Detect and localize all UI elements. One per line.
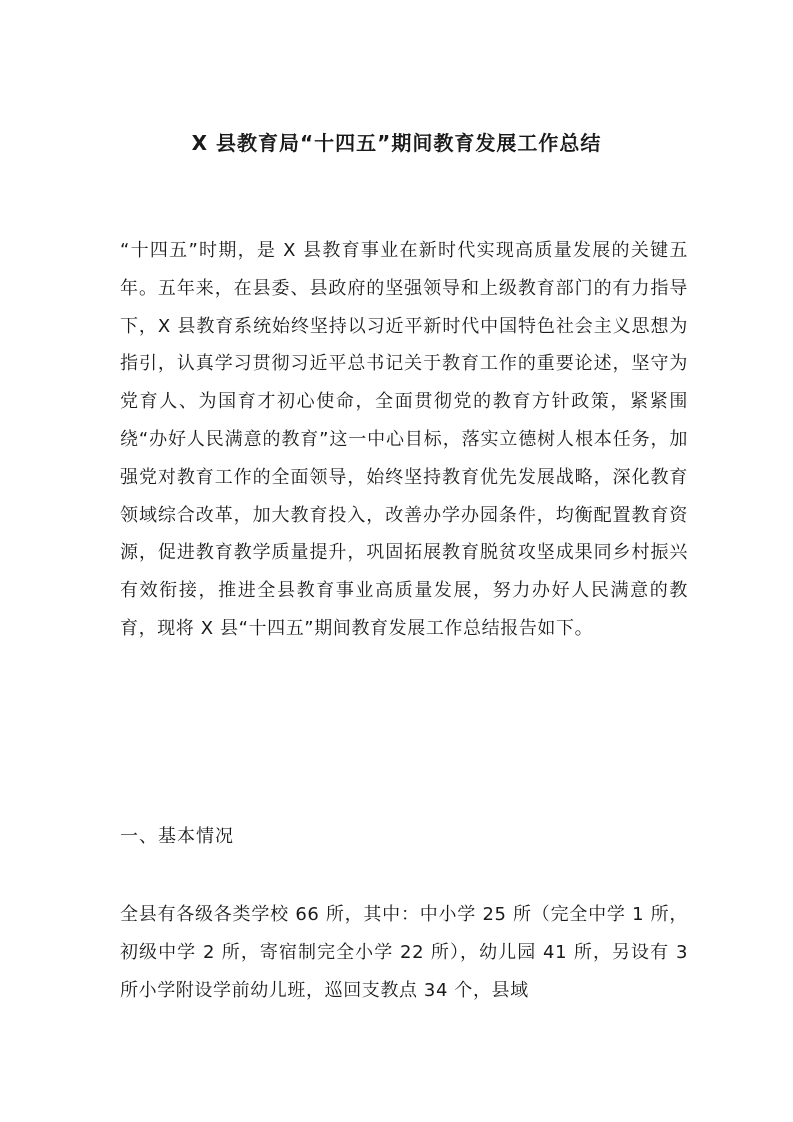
intro-paragraph: “十四五”时期，是 X 县教育事业在新时代实现高质量发展的关键五年。五年来，在县委、县政府的坚强领导和上级教育部门的有力指导下，X 县教育系统始终坚持以习近平新时代中国特色社会主义思想为指引，认真学习贯彻习近平总书记关于教育工作的重要论述，坚守为党育人、为国育才初心使命，全面贯彻党的教育方针政策，紧紧围绕“办好人民满意的教育”这一中心目标，落实立德树人根本任务，加强党对教育工作的全面领导，始终坚持教育优先发展战略，深化教育领域综合改革，加大教育投入，改善办学办园条件，均衡配置教育资源，促进教育教学质量提升，巩固拓展教育脱贫攻坚成果同乡村振兴有效衔接，推进全县教育事业高质量发展，努力办好人民满意的教育，现将 X 县“十四五”期间教育发展工作总结报告如下。	[120, 240, 688, 639]
section-heading: 一、基本情况	[120, 826, 234, 847]
document-title: X 县教育局“十四五”期间教育发展工作总结	[191, 131, 602, 155]
facts-paragraph: 全县有各级各类学校 66 所，其中：中小学 25 所（完全中学 1 所，初级中学 2 所，寄宿制完全小学 22 所），幼儿园 41 所，另设有 3 所小学附设学前幼儿班，巡回支教点 34 个，县域	[120, 904, 688, 1001]
